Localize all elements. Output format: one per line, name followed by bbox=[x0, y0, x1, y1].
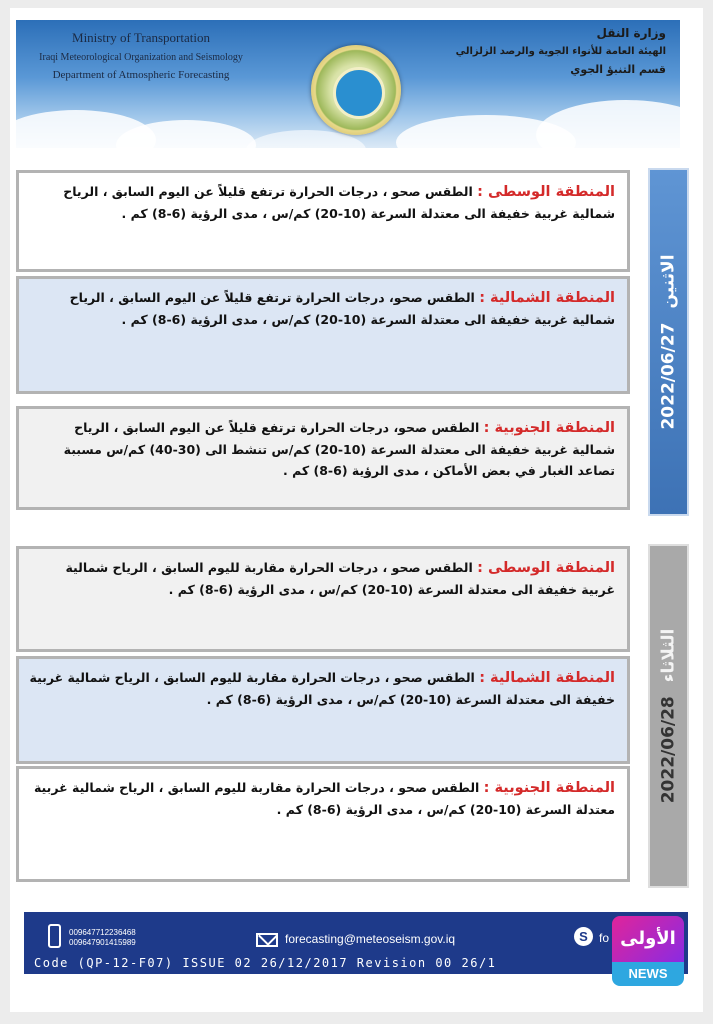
ministry-en: Ministry of Transportation bbox=[72, 30, 210, 45]
news-logo bbox=[612, 916, 684, 986]
region-name: المنطقة الوسطى : bbox=[477, 560, 615, 576]
day-1-name: الاثنين bbox=[658, 254, 679, 309]
organization-logo bbox=[311, 45, 401, 135]
region-central bbox=[16, 170, 630, 272]
header-arabic bbox=[456, 26, 666, 76]
region-name: المنطقة الشمالية : bbox=[479, 670, 615, 686]
day-1-date: 2022/06/27 bbox=[658, 322, 679, 430]
region-name: المنطقة الجنوبية : bbox=[483, 420, 615, 436]
region-text: الطقس صحو، درجات الحرارة ترتفع قليلاً عن اليوم السابق ، الرياح شمالية غربية خفيفة الى معتدلة السرعة (10-20) كم/س تنشط الى (30-40) كم/س مسببة تصاعد الغبار في بعض الأماكن ، مدى الرؤية (6-8) كم . bbox=[63, 420, 615, 478]
region-text: الطقس صحو ، درجات الحرارة ترتفع قليلاً عن اليوم السابق ، الرياح شمالية غربية خفيفة الى معتدلة السرعة (10-20) كم/س ، مدى الرؤية (6-8) كم . bbox=[63, 184, 615, 221]
news-logo-top: الأولى bbox=[612, 916, 684, 962]
mail-icon bbox=[256, 933, 278, 947]
region-text: الطقس صحو ، درجات الحرارة مقاربة لليوم السابق ، الرياح شمالية غربية خفيفة الى معتدلة السرعة (10-20) كم/س ، مدى الرؤية (6-8) كم . bbox=[29, 670, 615, 707]
day-1-tab bbox=[648, 168, 689, 516]
phone-1: 009647712236468 bbox=[69, 928, 136, 937]
organization-en: Iraqi Meteorological Organization and Seismology bbox=[39, 52, 243, 63]
footer-bar bbox=[24, 912, 688, 974]
region-north bbox=[16, 276, 630, 394]
header-banner bbox=[16, 20, 680, 148]
ministry-ar: وزارة النقل bbox=[596, 26, 666, 40]
logo-emblem-icon bbox=[333, 67, 385, 119]
day-2-tab bbox=[648, 544, 689, 888]
region-name: المنطقة الجنوبية : bbox=[483, 780, 615, 796]
region-text: الطقس صحو ، درجات الحرارة مقاربة لليوم السابق ، الرياح شمالية غربية معتدلة السرعة (10-20) كم/س ، مدى الرؤية (6-8) كم . bbox=[33, 780, 615, 817]
department-en: Department of Atmospheric Forecasting bbox=[52, 69, 230, 81]
region-central bbox=[16, 546, 630, 652]
region-north bbox=[16, 656, 630, 764]
forecast-day-1 bbox=[16, 168, 689, 512]
skype-handle: fo bbox=[599, 931, 610, 945]
forecast-day-2 bbox=[16, 544, 689, 884]
phone-icon bbox=[48, 924, 61, 948]
region-name: المنطقة الشمالية : bbox=[479, 290, 615, 306]
day-2-name: الثلاثاء bbox=[658, 628, 679, 683]
region-name: المنطقة الوسطى : bbox=[477, 184, 615, 200]
region-south bbox=[16, 766, 630, 882]
region-text: الطقس صحو ، درجات الحرارة مقاربة لليوم السابق ، الرياح شمالية غربية خفيفة الى معتدلة السرعة (10-20) كم/س ، مدى الرؤية (6-8) كم . bbox=[65, 560, 615, 597]
phone-2: 009647901415989 bbox=[69, 938, 136, 947]
region-south bbox=[16, 406, 630, 510]
department-ar: قسم التنبؤ الجوي bbox=[570, 63, 666, 76]
document-code: Code (QP-12-F07) ISSUE 02 26/12/2017 Revision 00 26/1 bbox=[34, 956, 497, 970]
day-2-date: 2022/06/28 bbox=[658, 696, 679, 804]
news-logo-bottom: NEWS bbox=[612, 962, 684, 986]
region-text: الطقس صحو، درجات الحرارة ترتفع قليلاً عن اليوم السابق ، الرياح شمالية غربية خفيفة الى معتدلة السرعة (10-20) كم/س ، مدى الرؤية (6-8) كم . bbox=[69, 290, 615, 327]
email-address[interactable]: forecasting@meteoseism.gov.iq bbox=[285, 932, 456, 946]
phone-numbers bbox=[69, 928, 136, 948]
organization-ar: الهيئة العامة للأنواء الجوية والرصد الزلزالي bbox=[455, 46, 666, 57]
skype-icon: S bbox=[574, 927, 593, 946]
header-english bbox=[36, 30, 246, 81]
